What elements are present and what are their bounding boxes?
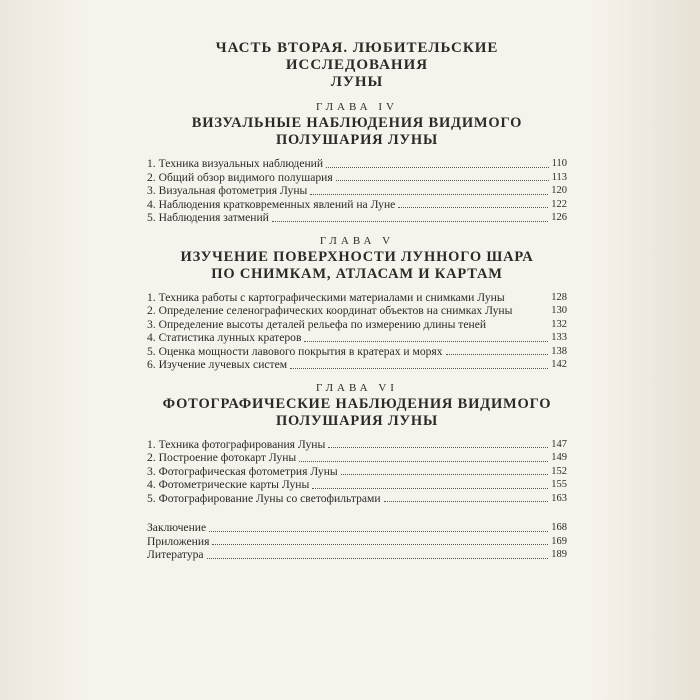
toc-entry (147, 451, 567, 465)
toc-entry-text: 5. Фотографирование Луны со светофильтрами (147, 491, 381, 505)
toc-entry-text: 1. Техника работы с картографическими материалами и снимками Луны (147, 290, 505, 304)
toc-entry-page: 163 (551, 492, 567, 504)
toc-entry-page: 169 (551, 535, 567, 547)
chapter-title (147, 396, 567, 430)
toc-entry-text: 3. Визуальная фотометрия Луны (147, 184, 308, 197)
toc-entry (147, 198, 567, 212)
toc-entry-page: 149 (551, 452, 567, 463)
chapter-title (147, 115, 567, 149)
toc-entry-page: 130 (551, 305, 567, 316)
toc-entry-text: 5. Оценка мощности лавового покрытия в кратерах и морях (147, 344, 443, 358)
toc-entry-page: 122 (551, 198, 567, 210)
leader-dots (398, 207, 548, 208)
toc-entry-page: 168 (551, 522, 567, 533)
toc-entry-text: 4. Наблюдения кратковременных явлений на Луне (147, 197, 396, 211)
toc-entry-page: 120 (551, 185, 567, 196)
toc-entry-page: 110 (551, 158, 567, 169)
chapter-label: ГЛАВА IV (316, 101, 398, 113)
chapter-title-line1: ФОТОГРАФИЧЕСКИЕ НАБЛЮДЕНИЯ ВИДИМОГО (162, 395, 552, 412)
toc-entry-page: 128 (551, 291, 567, 303)
toc-entry-text: 2. Общий обзор видимого полушария (147, 170, 333, 184)
toc-entry-text: Заключение (147, 521, 207, 534)
toc-list (147, 438, 567, 506)
leader-dots (310, 194, 548, 195)
toc-entry-page: 132 (551, 318, 567, 330)
chapter-title-line2: ПОЛУШАРИЯ ЛУНЫ (275, 132, 439, 148)
leader-dots (326, 167, 549, 168)
part-title-line1: ЧАСТЬ ВТОРАЯ. ЛЮБИТЕЛЬСКИЕ ИССЛЕДОВАНИЯ (215, 40, 499, 73)
toc-entry (147, 345, 567, 359)
toc-entry (147, 157, 567, 171)
toc-entry-text: 4. Фотометрические карты Луны (147, 478, 310, 491)
leader-dots (384, 501, 549, 502)
toc-entry (147, 478, 567, 492)
chapter-title-line2: ПОЛУШАРИЯ ЛУНЫ (275, 412, 439, 429)
leader-dots (299, 461, 548, 462)
leader-dots (336, 180, 549, 181)
toc-entry (147, 291, 567, 305)
leader-dots (312, 488, 548, 489)
toc-entry (147, 465, 567, 479)
leader-dots (304, 341, 548, 342)
leader-dots (446, 354, 549, 355)
toc-entry-page: 189 (551, 549, 567, 560)
toc-entry (147, 521, 567, 535)
toc-entry-page: 142 (551, 359, 567, 370)
toc-entry (147, 211, 567, 225)
toc-entry-text: Литература (147, 548, 204, 561)
chapter-title (147, 249, 567, 283)
toc-entry-page: 147 (551, 438, 567, 450)
part-title (147, 40, 567, 91)
leader-dots (290, 368, 548, 369)
toc-entry-page: 126 (551, 212, 567, 223)
leader-dots (207, 558, 549, 559)
leader-dots (212, 544, 548, 545)
toc-entry (147, 184, 567, 198)
toc-entry-text: 4. Статистика лунных кратеров (147, 331, 302, 344)
leader-dots (209, 531, 548, 532)
chapter-label: ГЛАВА V (319, 234, 395, 247)
chapter-title-line1: ИЗУЧЕНИЕ ПОВЕРХНОСТИ ЛУННОГО ШАРА (180, 248, 534, 265)
toc-entry (147, 171, 567, 185)
toc-entry (147, 548, 567, 562)
toc-entry-text: 3. Определение высоты деталей рельефа по измерению длины теней (147, 317, 487, 331)
toc-entry-page: 152 (551, 465, 567, 477)
back-matter-list (147, 521, 567, 562)
chapter-title-line2: ПО СНИМКАМ, АТЛАСАМ И КАРТАМ (211, 265, 503, 282)
toc-entry-text: Приложения (147, 534, 210, 548)
toc-entry-text: 1. Техника визуальных наблюдений (147, 157, 324, 170)
chapter-label: ГЛАВА VI (316, 381, 398, 394)
toc-list (147, 157, 567, 225)
toc-entry-text: 1. Техника фотографирования Луны (147, 437, 326, 451)
toc-entry-text: 3. Фотографическая фотометрия Луны (147, 464, 338, 478)
toc-entry-text: 2. Построение фотокарт Луны (147, 451, 297, 464)
toc-entry-text: 6. Изучение лучевых систем (147, 358, 288, 371)
toc-list (147, 291, 567, 372)
leader-dots (328, 447, 548, 448)
toc-page (147, 40, 567, 562)
toc-entry (147, 318, 567, 332)
toc-entry-page: 155 (551, 479, 567, 490)
toc-entry-page: 133 (551, 332, 567, 343)
toc-entry (147, 304, 567, 318)
toc-entry-page: 113 (551, 171, 567, 183)
toc-entry (147, 492, 567, 506)
toc-entry (147, 535, 567, 549)
toc-entry (147, 331, 567, 345)
toc-entry-page: 138 (551, 345, 567, 357)
toc-entry (147, 438, 567, 452)
toc-entry (147, 358, 567, 372)
part-title-line2: ЛУНЫ (330, 74, 384, 90)
leader-dots (272, 221, 548, 222)
chapter-title-line1: ВИЗУАЛЬНЫЕ НАБЛЮДЕНИЯ ВИДИМОГО (191, 115, 523, 131)
toc-entry-text: 5. Наблюдения затмений (147, 211, 269, 224)
leader-dots (341, 474, 549, 475)
toc-entry-text: 2. Определение селенографических координат объектов на снимках Луны (147, 304, 513, 317)
